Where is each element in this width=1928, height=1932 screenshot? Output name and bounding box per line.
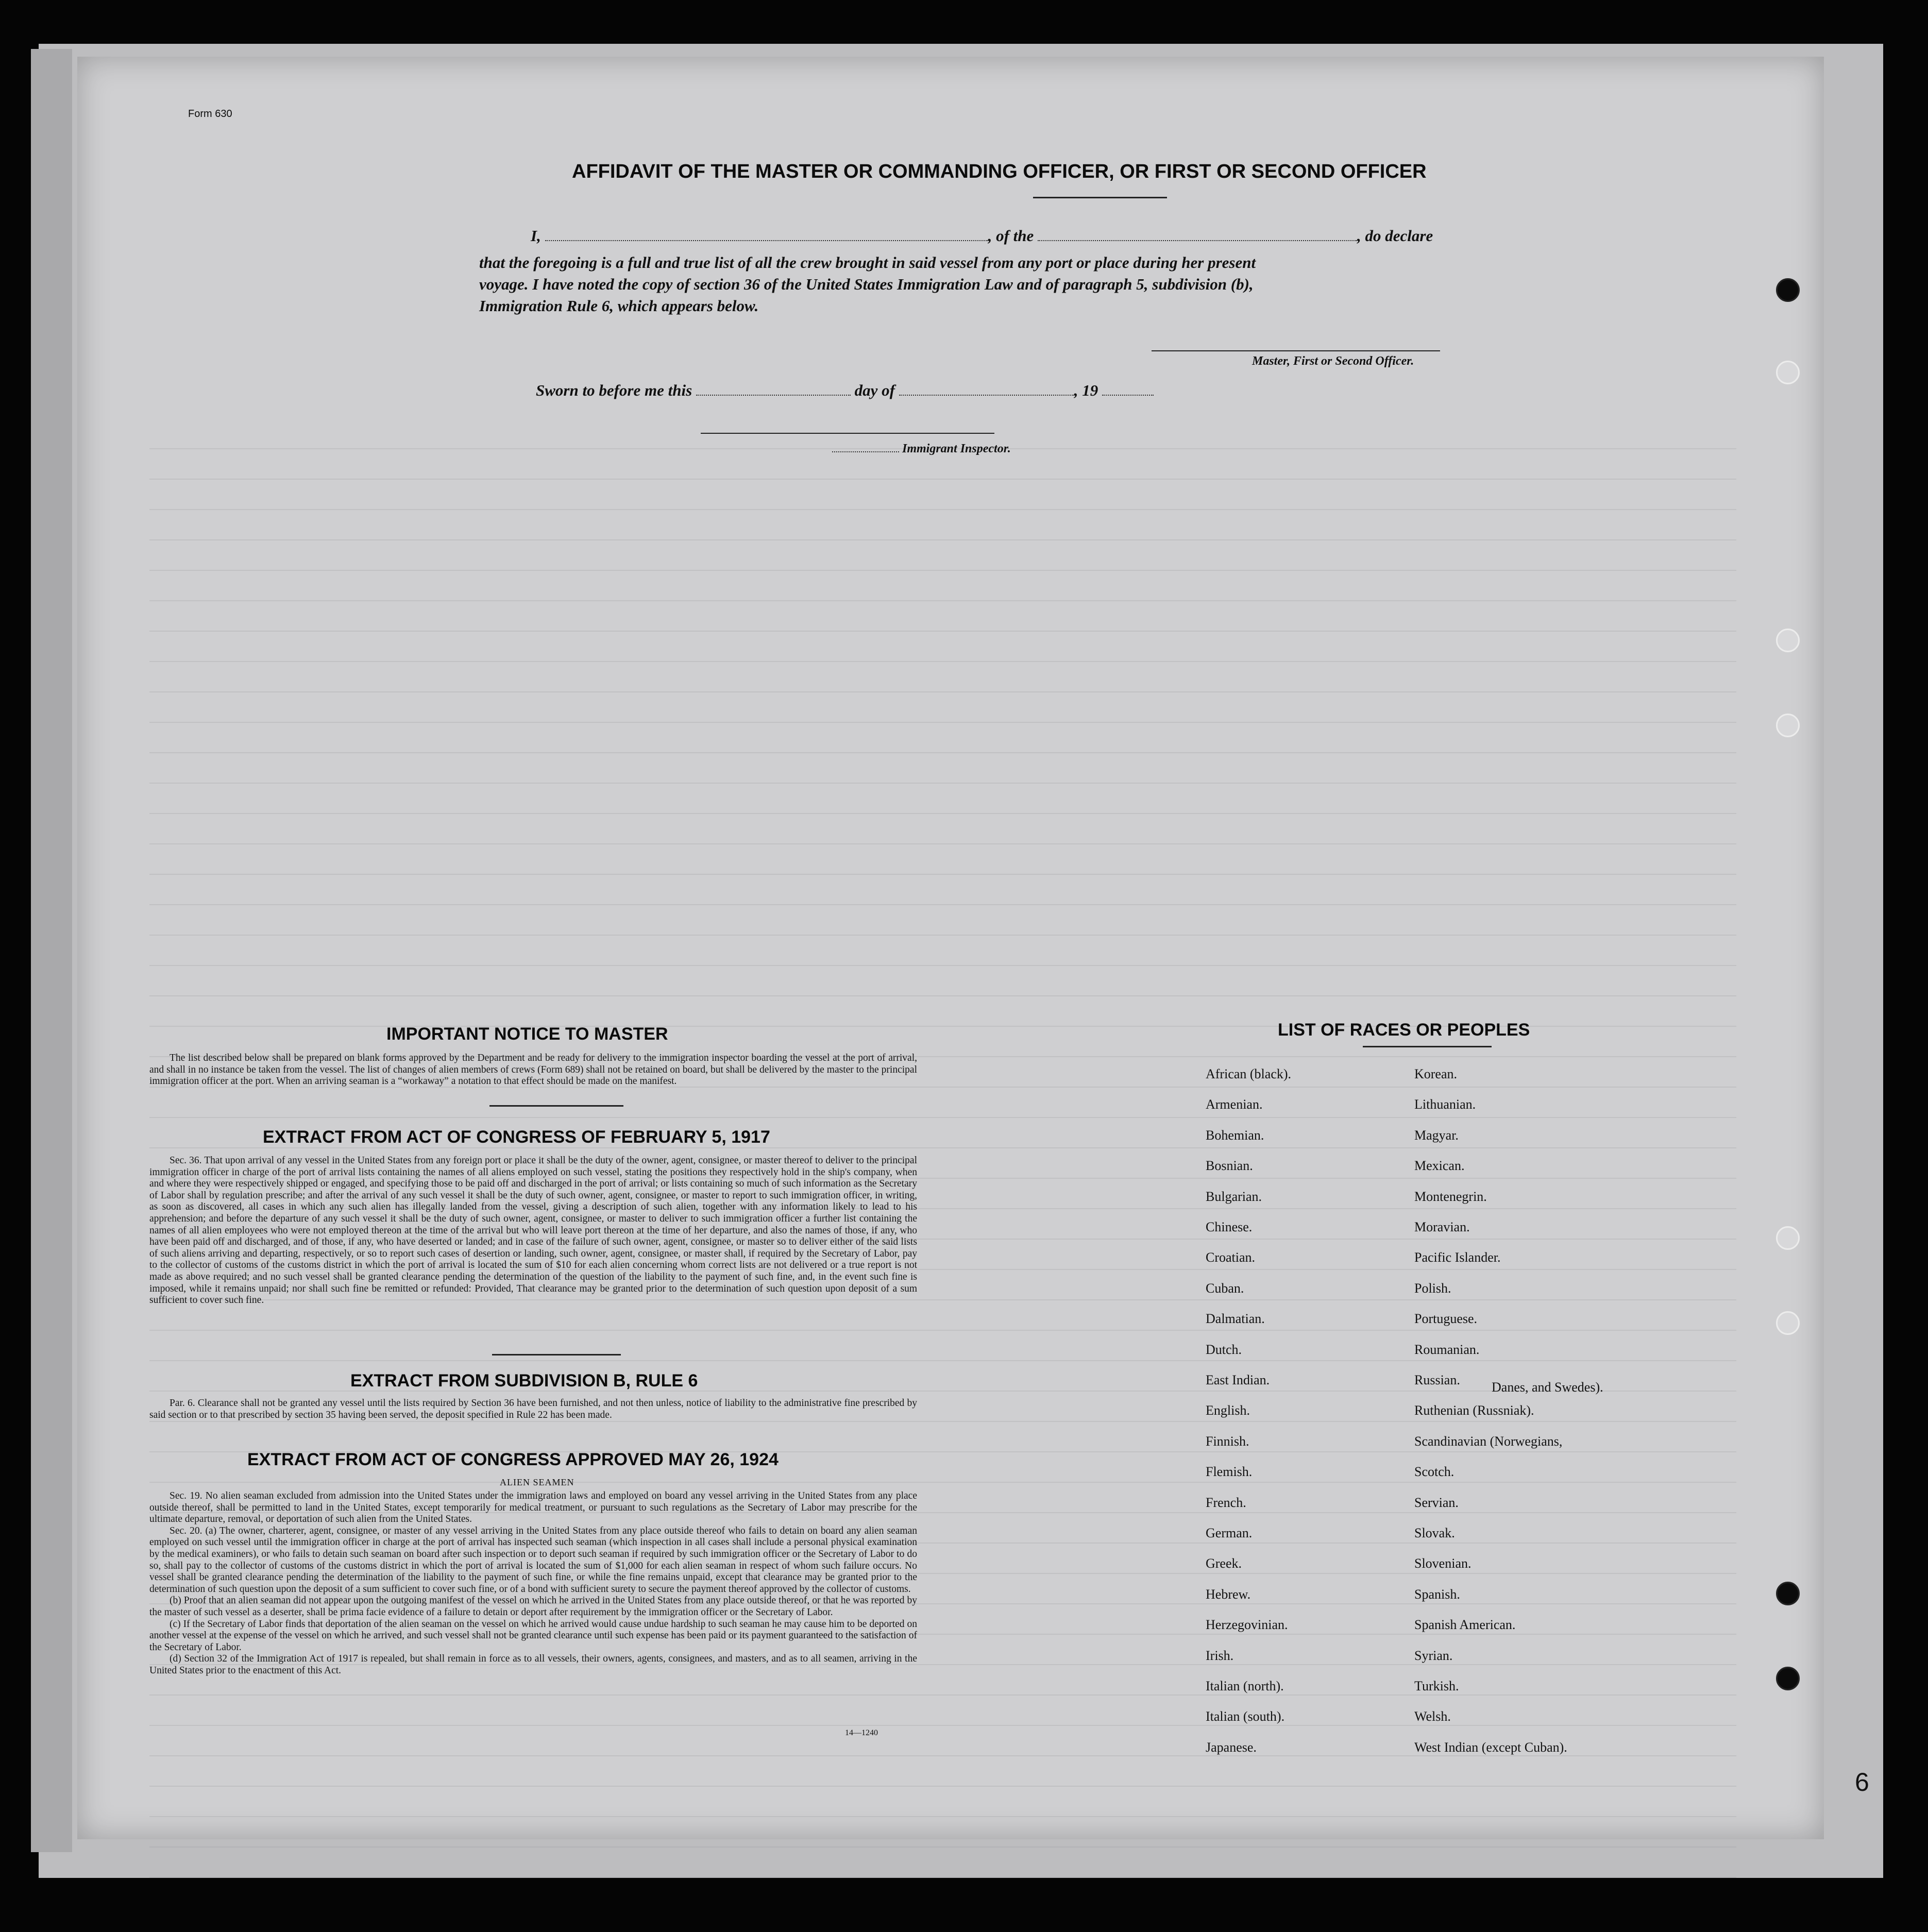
ghost-row bbox=[149, 1816, 1736, 1817]
ghost-row bbox=[149, 995, 1736, 996]
notice-text bbox=[149, 1053, 917, 1088]
race-item: Croatian. bbox=[1206, 1250, 1256, 1265]
rule6-text bbox=[149, 1398, 917, 1421]
extract-1917-title: EXTRACT FROM ACT OF CONGRESS OF FEBRUARY 5, 1917 bbox=[263, 1127, 770, 1147]
race-item: Turkish. bbox=[1414, 1679, 1459, 1693]
race-item: Scandinavian (Norwegians, bbox=[1414, 1433, 1563, 1449]
race-item: Moravian. bbox=[1414, 1219, 1470, 1234]
master-signature-label: Master, First or Second Officer. bbox=[1252, 354, 1414, 368]
race-item: Italian (south). bbox=[1206, 1709, 1285, 1724]
month-blank[interactable] bbox=[899, 395, 1074, 396]
ghost-row bbox=[149, 691, 1736, 692]
race-item: Armenian. bbox=[1206, 1097, 1263, 1112]
race-item: Servian. bbox=[1414, 1495, 1459, 1510]
inspector-sig-dots bbox=[832, 451, 899, 452]
race-item: Pacific Islander. bbox=[1414, 1250, 1501, 1265]
race-item: Chinese. bbox=[1206, 1219, 1253, 1234]
sec-20c-paragraph: (c) If the Secretary of Labor finds that deportation of the alien seaman on the vessel on which he arrived would cause undue hardship to such seaman he may cause him to be deported on another vessel at the expense of the vessel on which he arrived, and such vessel shall not be granted clearance until such expense has been paid or its payment guaranteed to the satisfaction of the Secretary of Labor. bbox=[149, 1618, 917, 1653]
race-item: Welsh. bbox=[1414, 1709, 1451, 1724]
extract-1917-rule bbox=[492, 1354, 621, 1355]
race-item: Bohemian. bbox=[1206, 1127, 1264, 1143]
race-item: Portuguese. bbox=[1414, 1311, 1478, 1327]
race-item: Mexican. bbox=[1414, 1158, 1465, 1174]
race-item: Cuban. bbox=[1206, 1280, 1244, 1296]
ghost-row bbox=[149, 843, 1736, 844]
race-item: Greek. bbox=[1206, 1556, 1242, 1571]
ghost-row bbox=[149, 1360, 1736, 1361]
race-item: Roumanian. bbox=[1414, 1342, 1480, 1357]
race-item: English. bbox=[1206, 1403, 1250, 1418]
affidavit-title: AFFIDAVIT OF THE MASTER OR COMMANDING OFFICER, OR FIRST OR SECOND OFFICER bbox=[572, 161, 1427, 182]
ghost-row bbox=[149, 1694, 1736, 1696]
notice-rule bbox=[489, 1105, 623, 1107]
race-item: Spanish. bbox=[1414, 1586, 1460, 1602]
race-item: African (black). bbox=[1206, 1066, 1292, 1081]
race-item: Lithuanian. bbox=[1414, 1097, 1476, 1112]
inspector-label-text: Immigrant Inspector. bbox=[902, 442, 1011, 455]
race-item: Magyar. bbox=[1414, 1127, 1459, 1143]
master-signature-line[interactable] bbox=[1152, 350, 1440, 351]
binder-hole bbox=[1776, 1226, 1800, 1250]
ghost-row bbox=[149, 813, 1736, 814]
inspector-signature-label bbox=[832, 442, 1011, 456]
ghost-row bbox=[149, 600, 1736, 601]
races-title: LIST OF RACES OR PEOPLES bbox=[1278, 1020, 1530, 1040]
affidavit-line3: voyage. I have noted the copy of section 36 of the United States Immigration Law and of paragraph 5, subdivision (b), bbox=[479, 275, 1254, 293]
race-item: Slovenian. bbox=[1414, 1556, 1472, 1571]
race-scandinavian-continued: Danes, and Swedes). bbox=[1492, 1380, 1603, 1395]
extract-1924-title: EXTRACT FROM ACT OF CONGRESS APPROVED MAY 26, 1924 bbox=[247, 1450, 779, 1469]
race-item: Irish. bbox=[1206, 1648, 1234, 1663]
vessel-blank[interactable] bbox=[1038, 240, 1357, 241]
ghost-row bbox=[149, 570, 1736, 571]
race-item: German. bbox=[1206, 1526, 1253, 1540]
ghost-row bbox=[149, 722, 1736, 723]
binder-hole bbox=[1776, 1311, 1800, 1335]
race-item: Montenegrin. bbox=[1414, 1189, 1487, 1204]
ghost-row bbox=[149, 1147, 1736, 1148]
year-label: , 19 bbox=[1074, 381, 1098, 399]
ghost-row bbox=[149, 1482, 1736, 1483]
race-item: Japanese. bbox=[1206, 1739, 1257, 1755]
ghost-row bbox=[149, 874, 1736, 875]
sec-19-paragraph: Sec. 19. No alien seaman excluded from admission into the United States under the immigration laws and employed on board any vessel arriving in the United States from any place outside thereof, shall be permitted to land in the United States, except temporarily for medical treatment, or pursuant to such regulations as the Secretary of Labor may prescribe for the ultimate departure, removal, or deportation of such alien from the United States. bbox=[149, 1490, 917, 1525]
form-number: Form 630 bbox=[188, 108, 232, 120]
ghost-row bbox=[149, 965, 1736, 966]
ghost-row bbox=[149, 631, 1736, 632]
race-item: Flemish. bbox=[1206, 1464, 1253, 1480]
affidavit-line4: Immigration Rule 6, which appears below. bbox=[479, 297, 759, 315]
ghost-row bbox=[149, 1755, 1736, 1756]
race-item: Bosnian. bbox=[1206, 1158, 1253, 1174]
races-title-rule bbox=[1363, 1046, 1492, 1047]
ghost-row bbox=[149, 1846, 1736, 1848]
binder-hole bbox=[1776, 278, 1800, 302]
rule6-title: EXTRACT FROM SUBDIVISION B, RULE 6 bbox=[350, 1371, 698, 1391]
race-item: Scotch. bbox=[1414, 1464, 1455, 1480]
ghost-row bbox=[149, 539, 1736, 540]
extract-1924-text bbox=[149, 1490, 917, 1677]
ghost-row bbox=[149, 1786, 1736, 1787]
day-of-label: day of bbox=[854, 381, 895, 399]
race-item: Polish. bbox=[1414, 1280, 1451, 1296]
race-item: Finnish. bbox=[1206, 1433, 1249, 1449]
ghost-row bbox=[149, 1117, 1736, 1118]
sec-36-paragraph: Sec. 36. That upon arrival of any vessel in the United States from any foreign port or place it shall be the duty of the owner, agent, consignee, or master thereof to deliver to the principal immigration officer in charge of the port of arrival lists containing the names of all aliens employed on such vessel, stating the positions they respectively hold in the ship's company, when and where they were respectively shipped or engaged, and specifying those to be paid off and discharged in the port of arrival; or lists containing so much of such information as the Secretary of Labor shall by regulation prescribe; and after the arrival of any such vessel it shall be the duty of such owner, agent, consignee, or master to report to such immigration officer, in writing, as soon as discovered, all cases in which any such alien has illegally landed from the vessel, giving a description of such alien, together with any information likely to lead to his apprehension; and before the departure of any such vessel it shall be the duty of such owner, agent, consignee, or master to deliver to such immigration officer a further list containing the names of all alien employees who were not employed thereon at the time of the arrival but who will leave port thereon at the time of her departure, and also the names of those, if any, who have been paid off and discharged, and of those, if any, who have deserted or landed; and in case of the failure of such owner, agent, consignee, or master so to deliver either of the said lists of such aliens arriving and departing, respectively, or so to report such cases of desertion or landing, such owner, agent, consignee, or master shall, if required by the Secretary of Labor, pay to the collector of customs of the customs district in which the port of arrival is located the sum of $10 for each alien concerning whom correct lists are not delivered or a true report is not made as above required; and no such vessel shall be granted clearance pending the determination of the question of the liability to the payment of such fine, and, in the event such fine is imposed, while it remains unpaid; nor shall such fine be remitted or refunded: Provided, That clearance may be granted prior to the determination of such question upon deposit of a sum sufficient to cover such fine. bbox=[149, 1155, 917, 1306]
race-item: Ruthenian (Russniak). bbox=[1414, 1403, 1534, 1418]
do-declare-label: , do declare bbox=[1357, 227, 1433, 245]
affidavit-title-rule bbox=[1033, 197, 1167, 198]
year-blank[interactable] bbox=[1102, 395, 1154, 396]
ghost-row bbox=[149, 1330, 1736, 1331]
ghost-row bbox=[149, 479, 1736, 480]
race-item: Slovak. bbox=[1414, 1526, 1455, 1540]
race-item: Herzegovinian. bbox=[1206, 1617, 1288, 1633]
race-item: Russian. bbox=[1414, 1372, 1460, 1387]
binder-hole bbox=[1776, 361, 1800, 384]
notice-paragraph: The list described below shall be prepared on blank forms approved by the Department and be ready for delivery to the immigration inspector boarding the vessel at the port of arrival, and shall in no instance be taken from the vessel. The list of changes of alien members of crews (Form 689) shall not be retained on board, but shall be delivered by the master to the principal immigration officer at the port. When an arriving seaman is a “workaway” a notation to that effect should be made on the manifest. bbox=[149, 1053, 917, 1087]
race-item: West Indian (except Cuban). bbox=[1414, 1739, 1567, 1755]
name-blank[interactable] bbox=[545, 240, 988, 241]
ghost-row bbox=[149, 661, 1736, 662]
ghost-row bbox=[149, 904, 1736, 905]
race-item: Dutch. bbox=[1206, 1342, 1242, 1357]
extract-1917-text bbox=[149, 1155, 917, 1307]
ghost-row bbox=[149, 935, 1736, 936]
ghost-row bbox=[149, 1725, 1736, 1726]
binder-hole bbox=[1776, 714, 1800, 737]
race-item: East Indian. bbox=[1206, 1372, 1270, 1387]
ghost-row bbox=[149, 1421, 1736, 1422]
inspector-signature-line[interactable] bbox=[701, 433, 994, 434]
race-item: Spanish American. bbox=[1414, 1617, 1516, 1633]
binder-hole bbox=[1776, 1582, 1800, 1605]
form-code: 14—1240 bbox=[845, 1728, 878, 1737]
sec-20b-paragraph: (b) Proof that an alien seaman did not appear upon the outgoing manifest of the vessel on which he arrived in the United States from any place outside thereof, or that he was reported by the master of such vessel as a deserter, shall be prima facie evidence of a failure to detain or deport after requirement by the immigration officer or the Secretary of Labor. bbox=[149, 1595, 917, 1618]
underlying-page-edge bbox=[31, 49, 72, 1852]
race-item: Dalmatian. bbox=[1206, 1311, 1265, 1327]
page-mark: 6 bbox=[1855, 1768, 1869, 1797]
binder-hole bbox=[1776, 629, 1800, 652]
of-the-label: , of the bbox=[988, 227, 1034, 245]
ghost-row bbox=[149, 1877, 1736, 1878]
ghost-row bbox=[149, 752, 1736, 753]
sec-20a-paragraph: Sec. 20. (a) The owner, charterer, agent, consignee, or master of any vessel arriving in the United States from any place outside thereof who fails to detain on board any alien seaman employed on such vessel until the immigration officer in charge at the port of arrival has inspected such seaman (which inspection in all cases shall include a personal physical examination by the medical examiners), or who fails to detain such seaman on board after such inspection or to deport such seaman if required by such immigration officer or the Secretary of Labor to do so, shall pay to the collector of customs of the customs district in which the port of arrival is located the sum of $1,000 for each alien seaman in respect of whom such failure occurs. No vessel shall be granted clearance pending the determination of the liability to the payment of such fine, or while the fine remains unpaid, except that clearance may be granted prior to the determination of such question upon the deposit of a sum sufficient to cover such fine, or of a bond with sufficient surety to secure the payment thereof approved by the collector of customs. bbox=[149, 1525, 917, 1595]
sworn-line bbox=[536, 381, 1154, 400]
affidavit-line2: that the foregoing is a full and true list of all the crew brought in said vessel from any port or place during her present bbox=[479, 253, 1256, 272]
ghost-row bbox=[149, 509, 1736, 510]
sworn-label: Sworn to before me this bbox=[536, 381, 692, 399]
race-item: Syrian. bbox=[1414, 1648, 1453, 1663]
ghost-row bbox=[149, 783, 1736, 784]
affidavit-i-label: I, bbox=[531, 227, 541, 245]
race-item: Korean. bbox=[1414, 1066, 1458, 1081]
race-item: Bulgarian. bbox=[1206, 1189, 1262, 1204]
race-item: Italian (north). bbox=[1206, 1679, 1284, 1693]
affidavit-line1 bbox=[531, 227, 1433, 245]
notice-title: IMPORTANT NOTICE TO MASTER bbox=[386, 1024, 668, 1044]
day-blank[interactable] bbox=[696, 395, 851, 396]
extract-1924-subtitle: ALIEN SEAMEN bbox=[500, 1477, 574, 1487]
form-sheet bbox=[77, 57, 1869, 1839]
sec-20d-paragraph: (d) Section 32 of the Immigration Act of 1917 is repealed, but shall remain in force as to all vessels, their owners, agents, consignees, and masters, and as to all seamen, arriving in the United States prior to the enactment of this Act. bbox=[149, 1653, 917, 1676]
par-6-paragraph: Par. 6. Clearance shall not be granted any vessel until the lists required by Section 36 have been furnished, and not then unless, notice of liability to the administrative fine prescribed by said section or to that prescribed by section 35 having been served, the deposit specified in Rule 22 has been made. bbox=[149, 1398, 917, 1420]
race-item: Hebrew. bbox=[1206, 1586, 1251, 1602]
binder-hole bbox=[1776, 1667, 1800, 1690]
race-item: French. bbox=[1206, 1495, 1246, 1510]
